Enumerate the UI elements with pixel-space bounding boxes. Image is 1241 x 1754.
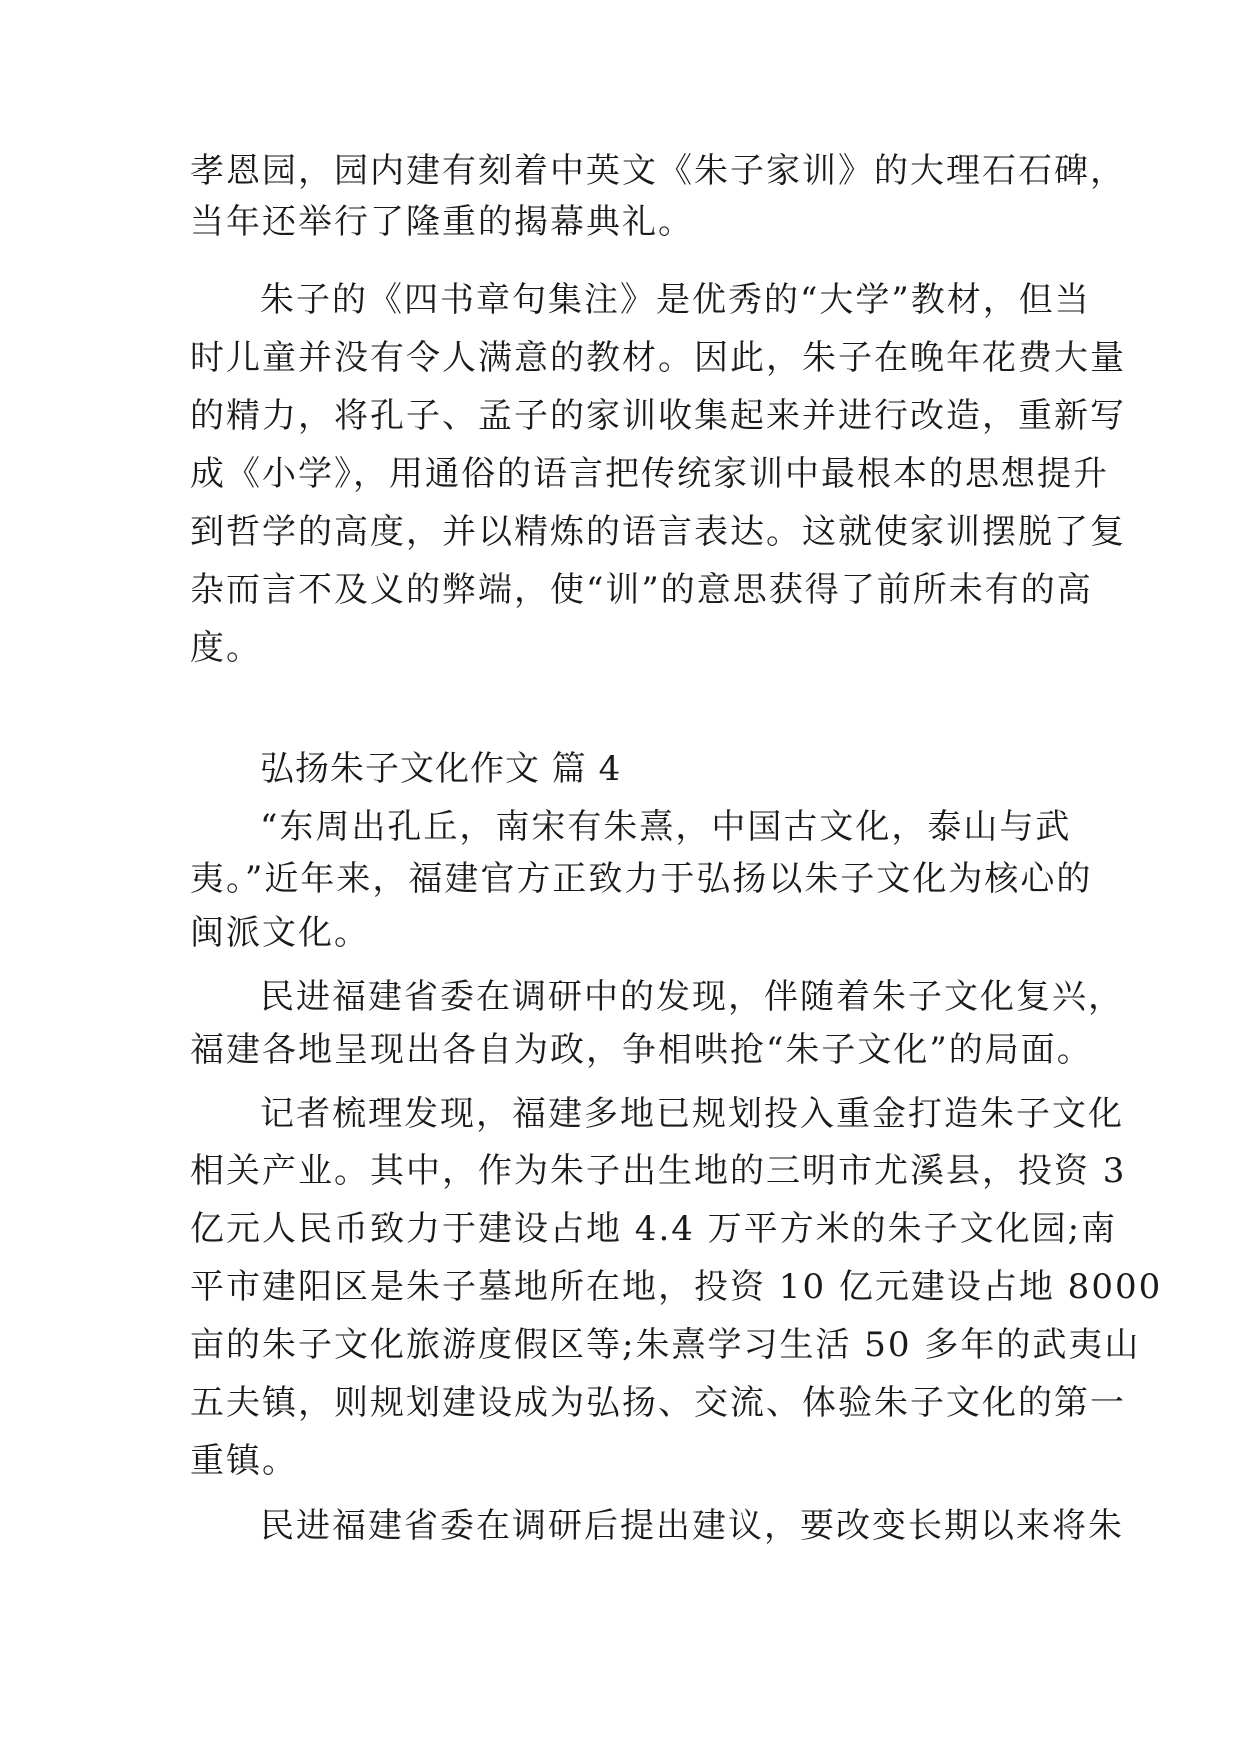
text-line: 平市建阳区是朱子墓地所在地，投资 10 亿元建设占地 8000 xyxy=(190,1267,1163,1307)
paragraph-first-line: “东周出孔丘，南宋有朱熹，中国古文化，泰山与武 xyxy=(260,807,1072,847)
text-line: 时儿童并没有令人满意的教材。因此，朱子在晚年花费大量 xyxy=(190,338,1126,378)
paragraph-first-line: 朱子的《四书章句集注》是优秀的“大学”教材，但当 xyxy=(260,280,1091,320)
paragraph-first-line: 记者梳理发现，福建多地已规划投入重金打造朱子文化 xyxy=(260,1094,1124,1134)
text-line: 相关产业。其中，作为朱子出生地的三明市尤溪县，投资 3 xyxy=(190,1151,1127,1191)
text-line: 闽派文化。 xyxy=(190,913,370,953)
paragraph-first-line: 民进福建省委在调研后提出建议，要改变长期以来将朱 xyxy=(260,1506,1124,1546)
text-line: 当年还举行了隆重的揭幕典礼。 xyxy=(190,202,694,242)
text-line: 福建各地呈现出各自为政，争相哄抢“朱子文化”的局面。 xyxy=(190,1030,1093,1070)
text-line: 亿元人民币致力于建设占地 4.4 万平方米的朱子文化园;南 xyxy=(190,1209,1118,1249)
text-line: 五夫镇，则规划建设成为弘扬、交流、体验朱子文化的第一 xyxy=(190,1383,1126,1423)
text-line: 夷。”近年来，福建官方正致力于弘扬以朱子文化为核心的 xyxy=(190,859,1093,899)
text-line: 重镇。 xyxy=(190,1441,298,1481)
text-line: 到哲学的高度，并以精炼的语言表达。这就使家训摆脱了复 xyxy=(190,512,1126,552)
text-line: 亩的朱子文化旅游度假区等;朱熹学习生活 50 多年的武夷山 xyxy=(190,1325,1141,1365)
text-line: 杂而言不及义的弊端，使“训”的意思获得了前所未有的高 xyxy=(190,570,1093,610)
text-line: 的精力，将孔子、孟子的家训收集起来并进行改造，重新写 xyxy=(190,396,1126,436)
text-line: 度。 xyxy=(190,628,262,668)
text-line: 孝恩园，园内建有刻着中英文《朱子家训》的大理石石碑， xyxy=(190,151,1126,191)
section-heading: 弘扬朱子文化作文 篇 4 xyxy=(260,749,622,789)
paragraph-first-line: 民进福建省委在调研中的发现，伴随着朱子文化复兴， xyxy=(260,977,1124,1017)
text-line: 成《小学》，用通俗的语言把传统家训中最根本的思想提升 xyxy=(190,454,1109,494)
